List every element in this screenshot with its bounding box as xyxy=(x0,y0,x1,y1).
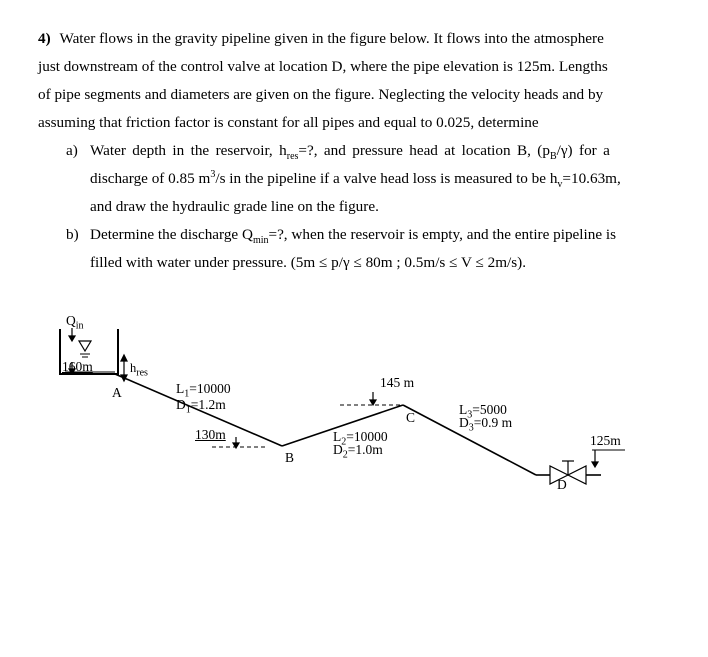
part-b-l1-sub: min xyxy=(252,235,269,247)
part-a-l2-pre: discharge of 0.85 m xyxy=(90,170,211,187)
pipe2-diameter-label: $D_2=1.0m$ xyxy=(333,442,383,461)
h-res-label: $h_{res}$ xyxy=(130,361,148,379)
elevation-125-label: 125m xyxy=(590,433,621,448)
problem-intro-line-2: just downstream of the control valve at location D, where the pipe elevation is 125m. Lengths xyxy=(38,58,608,75)
part-a-l2-post: =10.63m, xyxy=(562,170,621,187)
problem-intro-line-4: assuming that friction factor is constant for all pipes and equal to 0.025, determine xyxy=(38,114,539,131)
elevation-160-label: 160m xyxy=(62,359,93,374)
part-a-marker: a) xyxy=(66,142,78,159)
part-a-l2-mid: /s in the pipeline if a valve head loss is measured to be h xyxy=(215,170,558,187)
point-d-label: D xyxy=(557,477,567,492)
datum-145-arrow-head xyxy=(370,400,376,405)
pipe3-diameter-label: $D_3=0.9$ m xyxy=(459,415,513,434)
elevation-130-label: 130m xyxy=(195,427,226,442)
part-a-l2-sup: 3 xyxy=(210,168,216,180)
part-a-l1-mid: =?, and pressure head at location B, (p xyxy=(298,142,550,159)
elevation-145-label: 145 m xyxy=(380,375,415,390)
problem-intro-text-1: Water flows in the gravity pipeline given in the figure below. It flows into the atmosphere xyxy=(59,30,604,47)
pipe1-length-label: $L_1=10000$ xyxy=(176,381,231,400)
valve-right-cone xyxy=(568,466,586,484)
part-b-line-2: filled with water under pressure. (5m ≤ p/γ ≤ 80m ; 0.5m/s ≤ V ≤ 2m/s). xyxy=(90,254,527,271)
point-b-label: B xyxy=(285,450,295,465)
inflow-arrow-head xyxy=(69,336,75,341)
point-c-label: C xyxy=(406,410,416,425)
part-a-l1-pre: Water depth in the reservoir, h xyxy=(90,142,287,159)
pipe3-length-label: $L_3=5000$ xyxy=(459,402,507,421)
pipe1-diameter-label: $D_1=1.2m$ xyxy=(176,397,226,416)
problem-intro-line-3: of pipe segments and diameters are given on the figure. Neglecting the velocity heads and by xyxy=(38,86,604,103)
datum-125-arrow-head xyxy=(592,462,598,467)
q-in-label: $Q_{in}$ xyxy=(66,313,84,332)
hres-arrow-top xyxy=(121,355,127,361)
part-a-l1-sub2: B xyxy=(549,151,557,163)
part-a-l1-sub1: res xyxy=(286,151,299,163)
point-a-label: A xyxy=(112,385,122,400)
part-b-marker: b) xyxy=(66,226,79,243)
part-a-l1-post: /γ) for a xyxy=(556,142,610,159)
part-a-l2-sub: v xyxy=(557,179,563,191)
part-b-l1-pre: Determine the discharge Q xyxy=(90,226,253,243)
part-a-line-3: and draw the hydraulic grade line on the figure. xyxy=(90,198,379,215)
problem-number: 4) xyxy=(38,30,51,47)
pipe2-length-label: $L_2=10000$ xyxy=(333,429,388,448)
water-surface-symbol xyxy=(79,341,91,351)
part-b-l1-post: =?, when the reservoir is empty, and the entire pipeline is xyxy=(268,226,617,243)
